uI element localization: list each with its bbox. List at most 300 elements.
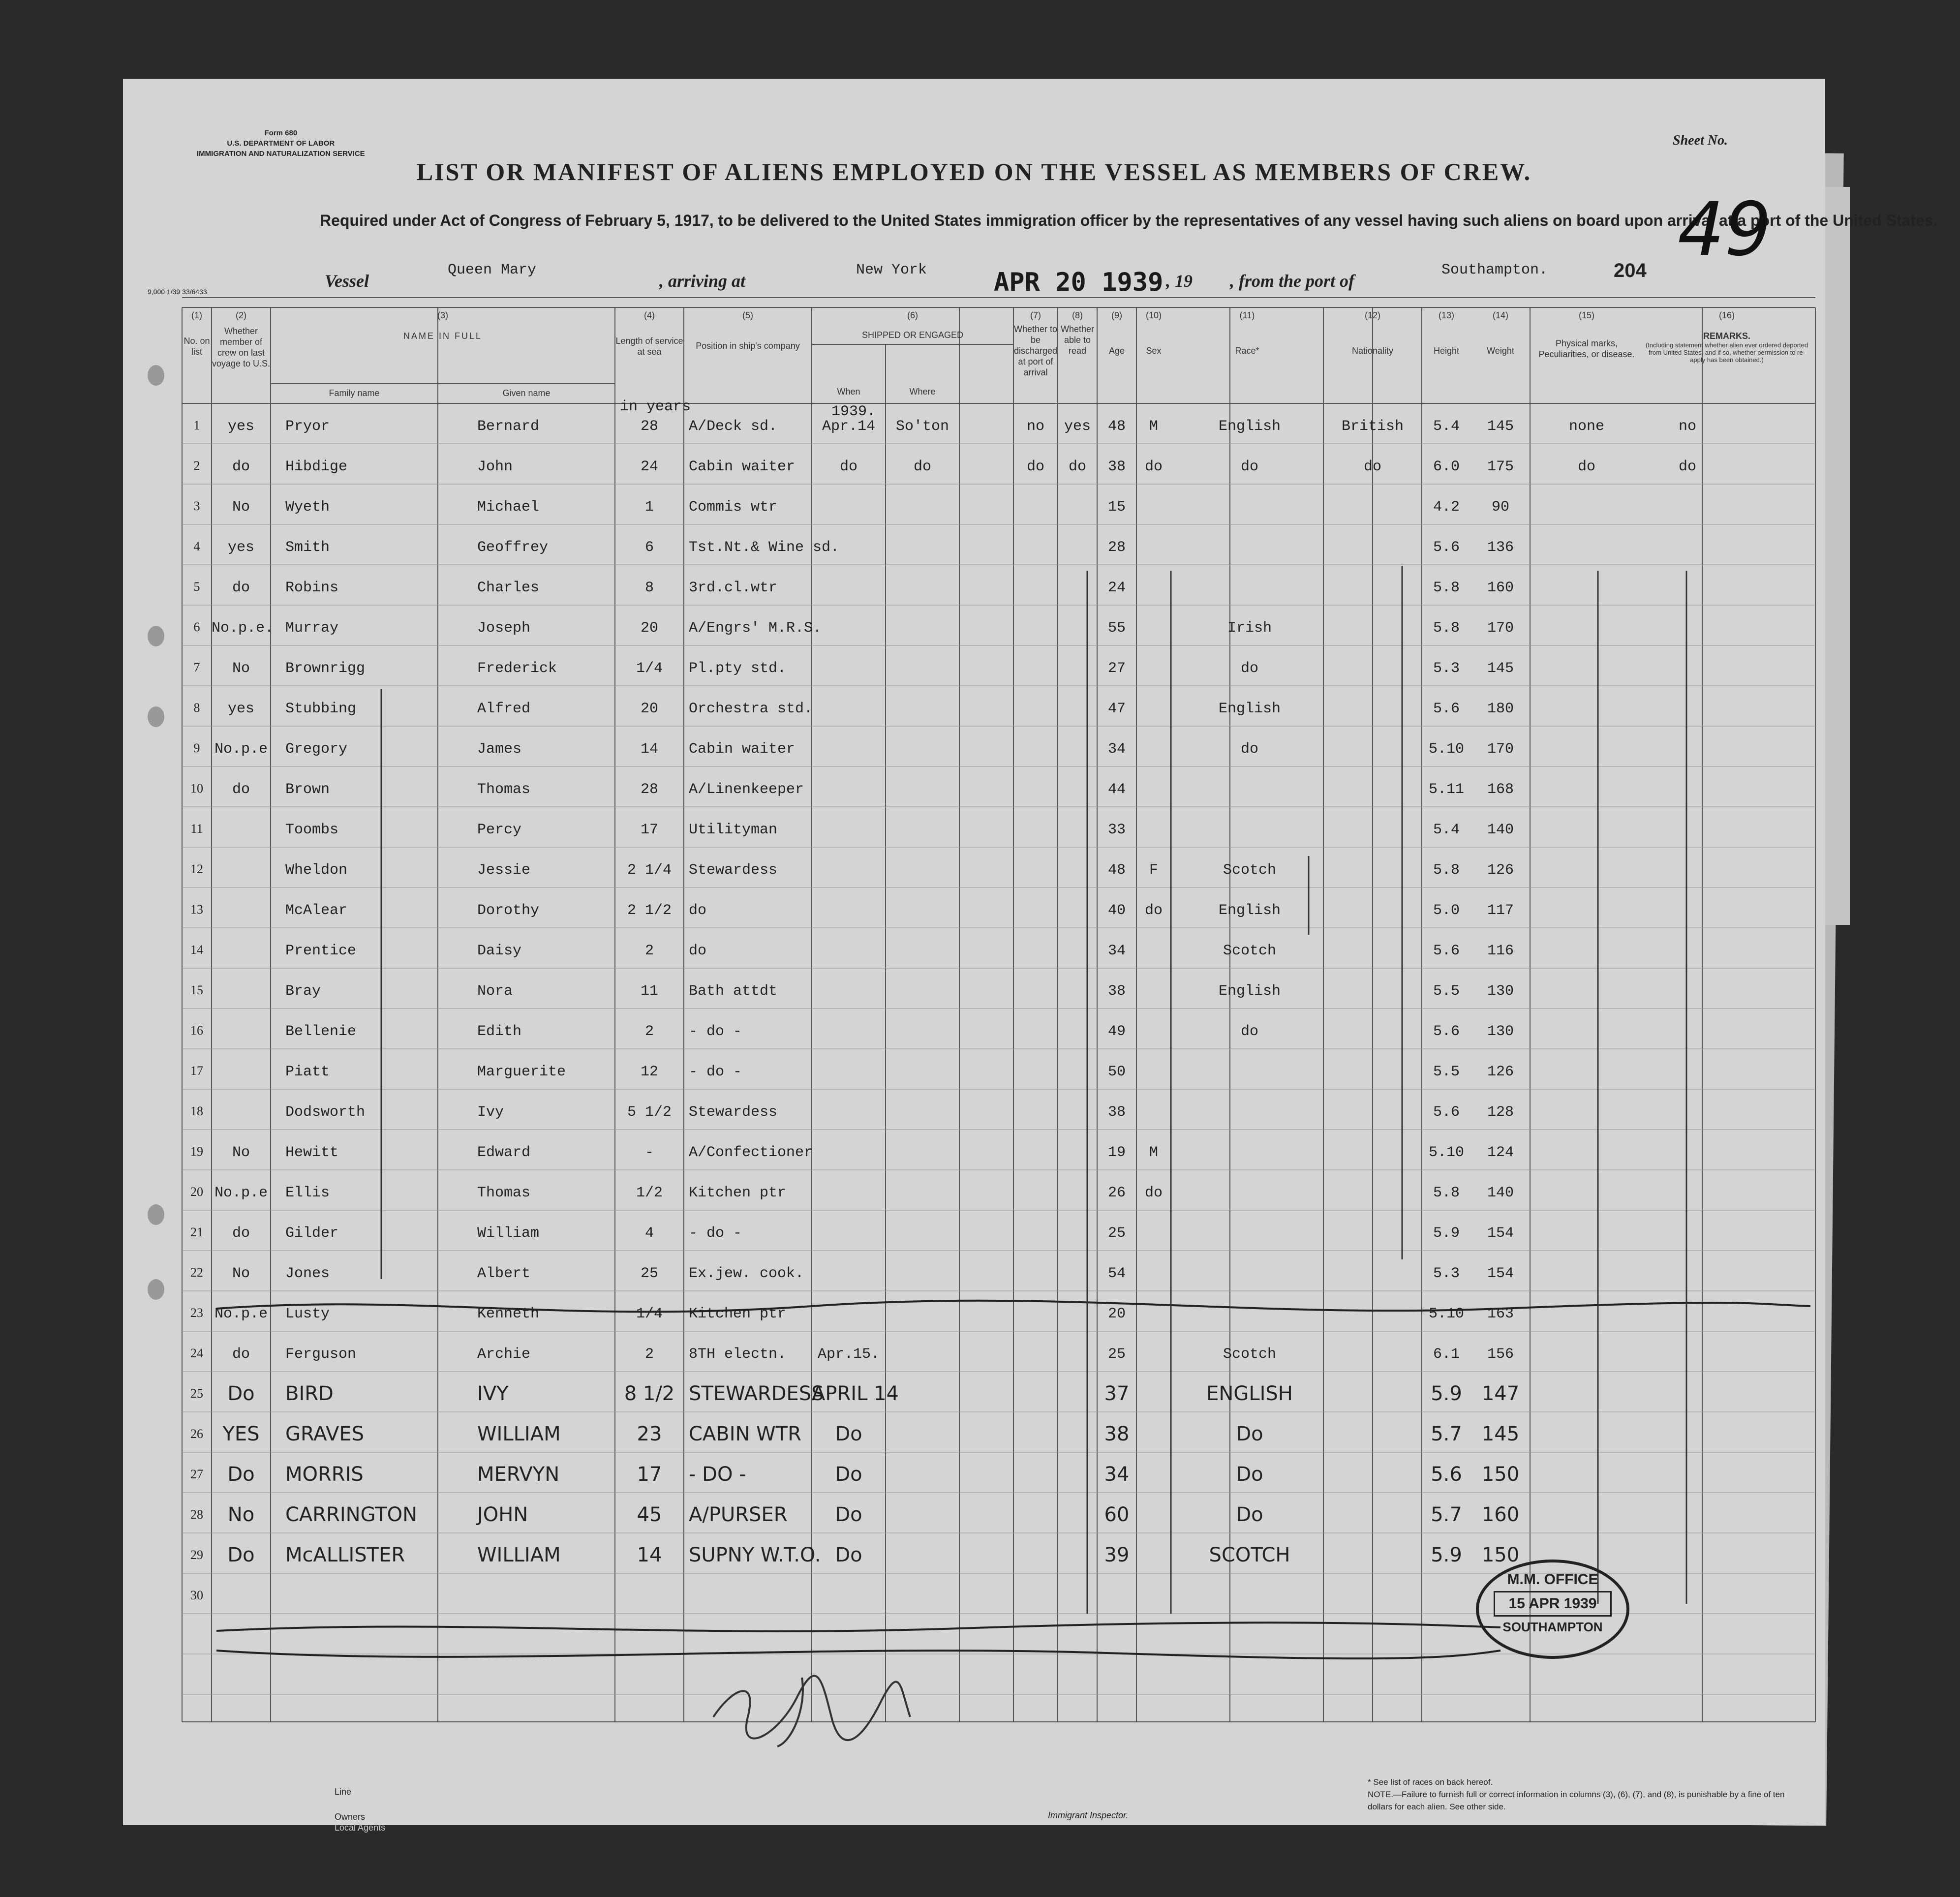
row-1-prev: yes: [227, 418, 254, 435]
row-5-position: 3rd.cl.wtr: [689, 580, 778, 596]
row-23-prev: No.p.e: [214, 1306, 268, 1322]
row-10-age: 44: [1107, 781, 1126, 798]
row-27-no: 27: [190, 1467, 203, 1481]
row-12-age: 48: [1107, 862, 1126, 879]
row-17-height: 5.5: [1433, 1064, 1460, 1080]
col-3-header: [271, 310, 615, 341]
col-3-number: (3): [437, 310, 448, 320]
row-5-given: Charles: [477, 580, 540, 596]
row-14-service: 2: [644, 943, 654, 959]
row-23-position: Kitchen ptr: [689, 1306, 787, 1322]
row-8-height: 5.6: [1433, 701, 1460, 717]
row-3-age: 15: [1107, 499, 1126, 516]
row-2-discharged: do: [1026, 459, 1044, 475]
row-2-nationality: do: [1363, 459, 1381, 475]
row-23-height: 5.10: [1428, 1306, 1464, 1322]
row-21-family: Gilder: [285, 1225, 339, 1242]
row-17-service: 12: [640, 1064, 658, 1080]
row-6-given: Joseph: [477, 620, 531, 637]
row-2-no: 2: [193, 459, 200, 473]
year-label: , 19: [1166, 271, 1193, 291]
row-1-sex: M: [1149, 418, 1158, 435]
row-5-no: 5: [193, 580, 200, 594]
row-5-age: 24: [1107, 580, 1126, 596]
row-18-no: 18: [190, 1104, 203, 1118]
row-26-service: 23: [637, 1423, 662, 1445]
row-27-given: MERVYN: [477, 1463, 560, 1486]
col-13-label: Height: [1433, 346, 1460, 356]
row-21-height: 5.9: [1433, 1225, 1460, 1242]
row-2-prev: do: [232, 459, 250, 475]
row-25-prev: Do: [227, 1382, 255, 1405]
print-reference: 9,000 1/39 33/6433: [148, 288, 207, 296]
row-8-service: 20: [640, 701, 658, 717]
row-27-when: Do: [835, 1463, 862, 1486]
year-note: 1939.: [831, 403, 876, 420]
row-7-race: do: [1240, 660, 1258, 677]
col-11-number: (11): [1239, 310, 1255, 320]
col-1-header: [182, 310, 212, 357]
row-24-position: 8TH electn.: [689, 1346, 787, 1363]
row-20-prev: No.p.e: [214, 1185, 268, 1201]
row-15-weight: 130: [1487, 983, 1514, 1000]
row-28-age: 60: [1104, 1503, 1130, 1526]
footnote: [1368, 1776, 1810, 1813]
row-1-age: 48: [1107, 418, 1126, 435]
row-25-race: ENGLISH: [1206, 1382, 1293, 1405]
row-1-no: 1: [193, 418, 200, 432]
row-29-weight: 150: [1481, 1544, 1520, 1566]
row-20-service: 1/2: [636, 1185, 663, 1201]
row-17-family: Piatt: [285, 1064, 330, 1080]
row-22-family: Jones: [285, 1265, 330, 1282]
vessel-name: Queen Mary: [448, 262, 537, 278]
closing-line: [216, 1651, 1501, 1658]
row-12-height: 5.8: [1433, 862, 1460, 879]
row-2-race: do: [1240, 459, 1258, 475]
row-22-height: 5.3: [1433, 1265, 1460, 1282]
row-28-position: A/PURSER: [689, 1503, 788, 1526]
row-14-no: 14: [190, 943, 203, 957]
row-3-given: Michael: [477, 499, 540, 516]
row-11-height: 5.4: [1433, 822, 1460, 838]
col-9-header: [1097, 310, 1136, 356]
row-12-given: Jessie: [477, 862, 531, 879]
col-16-note: (Including statement whether alien ever ordered deported from United States, and if so, whether permission to re-apply has been obtained.): [1645, 341, 1808, 364]
row-13-family: McAlear: [285, 902, 348, 919]
row-6-no: 6: [193, 620, 200, 634]
row-13-race: English: [1218, 902, 1281, 919]
row-1-marks: none: [1568, 418, 1604, 435]
row-4-height: 5.6: [1433, 539, 1460, 556]
row-29-position: SUPNY W.T.O.: [689, 1544, 821, 1566]
row-18-age: 38: [1107, 1104, 1126, 1121]
row-12-service: 2 1/4: [627, 862, 672, 879]
row-25-given: IVY: [477, 1382, 509, 1405]
row-13-service: 2 1/2: [627, 902, 672, 919]
row-15-height: 5.5: [1433, 983, 1460, 1000]
inspector-label: Immigrant Inspector.: [1048, 1810, 1129, 1820]
row-28-race: Do: [1236, 1503, 1263, 1526]
row-28-prev: No: [227, 1503, 255, 1526]
stamp-top-text: M.M. OFFICE: [1507, 1571, 1598, 1588]
row-9-no: 9: [193, 741, 200, 755]
row-22-prev: No: [232, 1265, 250, 1282]
strike-line-row-29: [216, 1622, 1501, 1631]
row-16-weight: 130: [1487, 1023, 1514, 1040]
col-13-header: [1422, 310, 1471, 356]
row-22-weight: 154: [1487, 1265, 1514, 1282]
col-10-label: Sex: [1146, 346, 1162, 356]
col-12-header: [1323, 310, 1422, 356]
col-7-label: Whether to be discharged at port of arrival: [1013, 324, 1058, 377]
row-18-service: 5 1/2: [627, 1104, 672, 1121]
row-15-position: Bath attdt: [689, 983, 778, 1000]
row-5-height: 5.8: [1433, 580, 1460, 596]
row-6-service: 20: [640, 620, 658, 637]
row-24-height: 6.1: [1433, 1346, 1460, 1363]
col-12-number: (12): [1364, 310, 1380, 320]
row-7-age: 27: [1107, 660, 1126, 677]
row-20-position: Kitchen ptr: [689, 1185, 787, 1201]
row-26-age: 38: [1104, 1423, 1130, 1445]
row-19-family: Hewitt: [285, 1144, 339, 1161]
owners-label: Owners: [335, 1812, 366, 1822]
row-25-no: 25: [190, 1386, 203, 1401]
row-21-age: 25: [1107, 1225, 1126, 1242]
row-20-no: 20: [190, 1185, 203, 1199]
row-24-given: Archie: [477, 1346, 531, 1363]
row-8-race: English: [1218, 701, 1281, 717]
row-4-family: Smith: [285, 539, 330, 556]
row-1-height: 5.4: [1433, 418, 1460, 435]
row-24-weight: 156: [1487, 1346, 1514, 1363]
row-8-position: Orchestra std.: [689, 701, 813, 717]
row-16-service: 2: [644, 1023, 654, 1040]
row-11-family: Toombs: [285, 822, 339, 838]
row-13-given: Dorothy: [477, 902, 540, 919]
row-21-given: William: [477, 1225, 540, 1242]
row-16-no: 16: [190, 1023, 203, 1038]
row-24-service: 2: [644, 1346, 654, 1363]
row-16-height: 5.6: [1433, 1023, 1460, 1040]
row-20-family: Ellis: [285, 1185, 330, 1201]
row-2-age: 38: [1107, 459, 1126, 475]
col-9-number: (9): [1111, 310, 1122, 320]
col-10-header: [1136, 310, 1171, 356]
row-6-age: 55: [1107, 620, 1126, 637]
row-5-prev: do: [232, 580, 250, 596]
row-12-sex: F: [1149, 862, 1158, 879]
col-9-label: Age: [1108, 346, 1125, 356]
row-3-position: Commis wtr: [689, 499, 778, 516]
page-reference: 204: [1614, 260, 1647, 281]
row-7-prev: No: [232, 660, 250, 677]
col-13-number: (13): [1438, 310, 1454, 320]
row-18-position: Stewardess: [689, 1104, 778, 1121]
row-22-no: 22: [190, 1265, 203, 1280]
row-28-height: 5.7: [1431, 1503, 1462, 1526]
row-19-prev: No: [232, 1144, 250, 1161]
col-2-header: [212, 310, 271, 369]
row-17-age: 50: [1107, 1064, 1126, 1080]
row-17-given: Marguerite: [477, 1064, 566, 1080]
row-21-prev: do: [232, 1225, 250, 1242]
arriving-label: , arriving at: [659, 271, 746, 291]
row-14-family: Prentice: [285, 943, 357, 959]
row-4-age: 28: [1107, 539, 1126, 556]
row-25-position: STEWARDESS: [689, 1382, 824, 1405]
col-1-number: (1): [191, 310, 202, 320]
row-3-prev: No: [232, 499, 250, 516]
row-4-no: 4: [193, 539, 200, 553]
row-2-where: do: [913, 459, 931, 475]
row-7-given: Frederick: [477, 660, 557, 677]
row-15-given: Nora: [477, 983, 513, 1000]
row-20-sex: do: [1144, 1185, 1163, 1201]
row-8-no: 8: [193, 701, 200, 715]
row-3-family: Wyeth: [285, 499, 330, 516]
row-1-remarks: no: [1678, 418, 1696, 435]
col-6-number: (6): [907, 310, 918, 320]
row-2-sex: do: [1144, 459, 1163, 475]
handwritten-sheet-number: 49: [1678, 187, 1772, 273]
row-13-position: do: [689, 902, 707, 919]
row-15-age: 38: [1107, 983, 1126, 1000]
department-name: U.S. DEPARTMENT OF LABOR: [227, 139, 335, 148]
row-27-service: 17: [637, 1463, 662, 1486]
binder-hole: [148, 1279, 164, 1300]
row-26-weight: 145: [1481, 1423, 1520, 1445]
col-6-label: SHIPPED OR ENGAGED: [861, 330, 964, 340]
row-19-sex: M: [1149, 1144, 1158, 1161]
row-17-no: 17: [190, 1064, 203, 1078]
row-23-weight: 163: [1487, 1306, 1514, 1322]
row-1-where: So'ton: [895, 418, 949, 435]
row-16-position: - do -: [689, 1023, 742, 1040]
office-stamp: [1476, 1560, 1629, 1659]
row-19-position: A/Confectioner: [689, 1144, 813, 1161]
row-12-family: Wheldon: [285, 862, 348, 879]
col-5-header: [684, 310, 812, 351]
row-1-family: Pryor: [285, 418, 330, 435]
row-27-weight: 150: [1481, 1463, 1520, 1486]
col-15-header: [1530, 310, 1643, 360]
row-2-position: Cabin waiter: [689, 459, 796, 475]
row-11-position: Utilityman: [689, 822, 778, 838]
where-header: Where: [909, 387, 936, 397]
row-15-no: 15: [190, 983, 203, 997]
row-7-family: Brownrigg: [285, 660, 366, 677]
row-28-given: JOHN: [477, 1503, 528, 1526]
row-18-weight: 128: [1487, 1104, 1514, 1121]
binder-hole: [148, 706, 164, 727]
when-header: When: [837, 387, 860, 397]
row-3-height: 4.2: [1433, 499, 1460, 516]
inspector-signature: [704, 1658, 920, 1756]
row-15-service: 11: [640, 983, 658, 1000]
row-7-position: Pl.pty std.: [689, 660, 787, 677]
from-port-label: , from the port of: [1230, 271, 1355, 291]
col-15-number: (15): [1578, 310, 1594, 320]
row-29-no: 29: [190, 1548, 203, 1562]
row-27-height: 5.6: [1431, 1463, 1462, 1486]
col-12-label: Nationality: [1351, 346, 1394, 356]
col-6-header: [812, 310, 1013, 340]
row-22-service: 25: [640, 1265, 658, 1282]
row-19-weight: 124: [1487, 1144, 1514, 1161]
row-26-no: 26: [190, 1427, 203, 1441]
row-18-height: 5.6: [1433, 1104, 1460, 1121]
row-28-weight: 160: [1481, 1503, 1520, 1526]
row-23-no: 23: [190, 1306, 203, 1320]
row-9-position: Cabin waiter: [689, 741, 796, 758]
binder-hole: [148, 626, 164, 646]
row-16-race: do: [1240, 1023, 1258, 1040]
footnote-races: * See list of races on back hereof.: [1368, 1777, 1493, 1787]
row-10-family: Brown: [285, 781, 330, 798]
page-title: LIST OR MANIFEST OF ALIENS EMPLOYED ON THE VESSEL AS MEMBERS OF CREW.: [416, 158, 1532, 185]
col-16-number: (16): [1718, 310, 1735, 320]
vessel-label: Vessel: [325, 271, 369, 291]
row-20-weight: 140: [1487, 1185, 1514, 1201]
col-3-label: NAME IN FULL: [403, 331, 483, 341]
row-9-given: James: [477, 741, 522, 758]
row-4-service: 6: [644, 539, 654, 556]
col-7-header: [1013, 310, 1058, 378]
row-15-family: Bray: [285, 983, 321, 1000]
row-2-family: Hibdige: [285, 459, 348, 475]
row-28-family: CARRINGTON: [285, 1503, 418, 1526]
row-29-height: 5.9: [1431, 1544, 1462, 1566]
local-agents-label: Local Agents: [335, 1823, 386, 1833]
stamp-bottom-text: SOUTHAMPTON: [1502, 1620, 1603, 1634]
row-8-prev: yes: [227, 701, 254, 717]
row-25-family: BIRD: [285, 1382, 334, 1405]
row-18-given: Ivy: [477, 1104, 504, 1121]
col-14-header: [1471, 310, 1530, 356]
row-13-age: 40: [1107, 902, 1126, 919]
row-13-no: 13: [190, 902, 203, 917]
binder-hole: [148, 365, 164, 386]
row-8-age: 47: [1107, 701, 1126, 717]
row-10-weight: 168: [1487, 781, 1514, 798]
row-25-height: 5.9: [1431, 1382, 1462, 1405]
row-21-position: - do -: [689, 1225, 742, 1242]
arrival-date-stamp: APR 20 1939: [994, 268, 1164, 297]
row-9-prev: No.p.e: [214, 741, 268, 758]
row-13-weight: 117: [1487, 902, 1514, 919]
row-10-height: 5.11: [1428, 781, 1464, 798]
row-1-nationality: British: [1341, 418, 1404, 435]
row-2-remarks: do: [1678, 459, 1696, 475]
row-4-prev: yes: [227, 539, 254, 556]
row-6-position: A/Engrs' M.R.S.: [689, 620, 822, 637]
row-2-when: do: [839, 459, 858, 475]
row-4-given: Geoffrey: [477, 539, 549, 556]
row-16-given: Edith: [477, 1023, 522, 1040]
row-25-service: 8 1/2: [624, 1382, 675, 1405]
row-27-age: 34: [1104, 1463, 1130, 1486]
row-11-weight: 140: [1487, 822, 1514, 838]
row-28-no: 28: [190, 1507, 203, 1522]
row-5-family: Robins: [285, 580, 339, 596]
page-subtitle: Required under Act of Congress of February 5, 1917, to be delivered to the United States immigration officer by the representatives of any vessel having such aliens on board upon arrival at a port of the United States.: [320, 212, 1938, 229]
row-14-weight: 116: [1487, 943, 1514, 959]
row-25-when: APRIL 14: [812, 1382, 899, 1405]
row-14-height: 5.6: [1433, 943, 1460, 959]
sheet-number-label: Sheet No.: [1673, 133, 1728, 148]
row-13-height: 5.0: [1433, 902, 1460, 919]
row-7-weight: 145: [1487, 660, 1514, 677]
row-6-weight: 170: [1487, 620, 1514, 637]
row-19-given: Edward: [477, 1144, 531, 1161]
col-5-label: Position in ship's company: [696, 341, 800, 351]
row-24-prev: do: [232, 1346, 250, 1363]
col-5-number: (5): [742, 310, 753, 320]
row-7-height: 5.3: [1433, 660, 1460, 677]
row-9-family: Gregory: [285, 741, 348, 758]
departure-port: Southampton.: [1441, 262, 1548, 278]
row-28-service: 45: [637, 1503, 662, 1526]
row-1-when: Apr.14: [822, 418, 876, 435]
row-10-position: A/Linenkeeper: [689, 781, 804, 798]
row-14-race: Scotch: [1223, 943, 1277, 959]
family-name-header: Family name: [329, 388, 380, 398]
row-1-service: 28: [640, 418, 658, 435]
row-22-position: Ex.jew. cook.: [689, 1265, 804, 1282]
row-11-service: 17: [640, 822, 658, 838]
row-29-when: Do: [835, 1544, 862, 1566]
col-14-label: Weight: [1487, 346, 1514, 356]
row-10-service: 28: [640, 781, 658, 798]
row-12-no: 12: [190, 862, 203, 876]
row-6-prev: No.p.e.: [212, 620, 274, 637]
row-7-no: 7: [193, 660, 200, 674]
row-4-weight: 136: [1487, 539, 1514, 556]
row-9-weight: 170: [1487, 741, 1514, 758]
row-19-age: 19: [1107, 1144, 1126, 1161]
col-14-number: (14): [1492, 310, 1508, 320]
row-8-given: Alfred: [477, 701, 531, 717]
row-16-age: 49: [1107, 1023, 1126, 1040]
row-21-weight: 154: [1487, 1225, 1514, 1242]
row-27-family: MORRIS: [285, 1463, 364, 1486]
row-1-discharged: no: [1026, 418, 1044, 435]
form-number: Form 680: [264, 129, 298, 137]
col-7-number: (7): [1030, 310, 1041, 320]
row-23-service: 1/4: [636, 1306, 663, 1322]
row-9-height: 5.10: [1428, 741, 1464, 758]
row-12-weight: 126: [1487, 862, 1514, 879]
row-3-no: 3: [193, 499, 200, 513]
row-20-given: Thomas: [477, 1185, 531, 1201]
col-1-label: No. on list: [184, 336, 210, 357]
row-25-weight: 147: [1481, 1382, 1520, 1405]
row-26-when: Do: [835, 1423, 862, 1445]
col-8-number: (8): [1072, 310, 1083, 320]
row-26-race: Do: [1236, 1423, 1263, 1445]
row-15-race: English: [1218, 983, 1281, 1000]
col-16-header: [1643, 310, 1810, 364]
row-18-family: Dodsworth: [285, 1104, 366, 1121]
row-6-family: Murray: [285, 620, 339, 637]
row-16-family: Bellenie: [285, 1023, 357, 1040]
row-29-service: 14: [637, 1544, 662, 1566]
row-29-given: WILLIAM: [477, 1544, 561, 1566]
row-1-race: English: [1218, 418, 1281, 435]
arriving-port: New York: [856, 262, 927, 278]
